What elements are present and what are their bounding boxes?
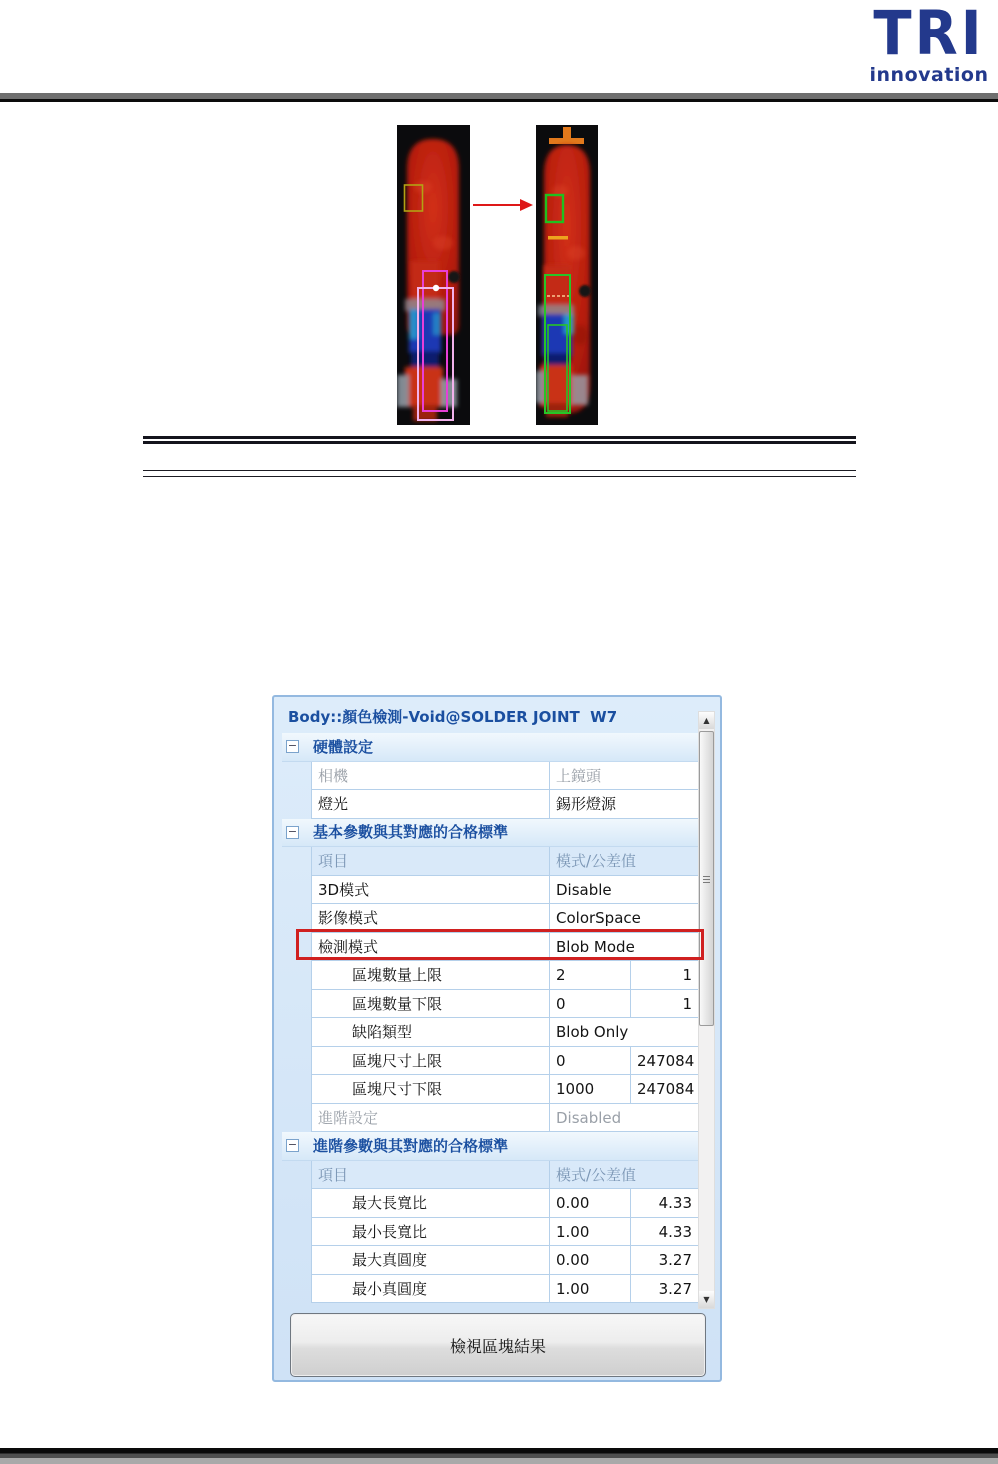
property-grid <box>282 733 699 1303</box>
tri-logo-text: TRI <box>873 0 985 69</box>
property-name[interactable]: 最小長寬比 <box>352 1222 428 1241</box>
column-header-mode: 模式/公差值 <box>549 1161 698 1189</box>
table-row-light[interactable] <box>282 790 699 819</box>
property-value[interactable]: 錫形燈源 <box>549 790 698 818</box>
property-name[interactable]: 區塊數量下限 <box>352 994 443 1013</box>
property-name[interactable]: 最小真圓度 <box>352 1279 428 1298</box>
detect-mode-highlight-box <box>296 929 704 960</box>
arrow-icon <box>472 197 534 213</box>
property-value[interactable]: Disable <box>549 876 698 904</box>
double-rule-thick <box>143 436 856 444</box>
property-value[interactable]: 1.00 <box>549 1218 630 1246</box>
tri-logo-tagline: innovation <box>869 64 989 86</box>
table-row-blob-size-max[interactable] <box>282 1047 699 1076</box>
property-value[interactable]: 上鏡頭 <box>549 762 698 790</box>
footer-rule <box>0 1448 998 1464</box>
table-row-camera[interactable] <box>282 762 699 791</box>
inspection-image-right <box>536 125 598 425</box>
table-row-blob-size-min[interactable] <box>282 1075 699 1104</box>
scroll-up-icon: ▲ <box>703 716 710 725</box>
view-block-results-button[interactable]: 檢視區塊結果 <box>290 1313 706 1377</box>
property-name[interactable]: 相機 <box>318 766 349 785</box>
property-name[interactable]: 區塊尺寸上限 <box>352 1051 443 1070</box>
table-row-circularity-min[interactable] <box>282 1275 699 1304</box>
fiducial-hole <box>448 271 460 283</box>
collapse-minus-icon[interactable]: − <box>287 1138 298 1152</box>
table-row-3d-mode[interactable] <box>282 876 699 905</box>
table-row-advanced-settings[interactable] <box>282 1104 699 1133</box>
property-tolerance[interactable]: 247084 <box>630 1047 698 1075</box>
section-label: 進階參數與其對應的合格標準 <box>313 1136 509 1155</box>
double-rule-thin <box>143 470 856 477</box>
scrollbar-thumb[interactable] <box>699 731 714 1026</box>
table-row-aspect-ratio-min[interactable] <box>282 1218 699 1247</box>
property-value[interactable]: Blob Only <box>549 1018 698 1046</box>
collapse-minus-icon[interactable]: − <box>287 739 298 753</box>
table-row-blob-count-max[interactable] <box>282 961 699 990</box>
property-value[interactable]: 2 <box>549 961 630 989</box>
property-name[interactable]: 影像模式 <box>318 909 379 927</box>
property-value[interactable]: 1.00 <box>549 1275 630 1303</box>
property-tolerance[interactable]: 247084 <box>630 1075 698 1103</box>
property-name[interactable]: 最大真圓度 <box>352 1251 428 1269</box>
column-header-row <box>282 1161 699 1190</box>
section-advanced-parameters[interactable] <box>282 1132 699 1161</box>
property-tolerance[interactable]: 3.27 <box>630 1275 698 1303</box>
property-name[interactable]: 缺陷類型 <box>352 1023 413 1041</box>
tri-logo <box>868 2 990 86</box>
property-name[interactable]: 檢測模式 <box>318 937 379 956</box>
fiducial-hole <box>579 285 591 297</box>
inspection-settings-panel <box>272 695 722 1382</box>
property-value[interactable]: 1000 <box>549 1075 630 1103</box>
header-rule <box>0 93 998 102</box>
property-value[interactable]: 0.00 <box>549 1246 630 1274</box>
column-header-item: 項目 <box>318 852 349 870</box>
property-tolerance[interactable]: 1 <box>630 990 698 1018</box>
section-basic-parameters[interactable] <box>282 819 699 848</box>
property-name[interactable]: 3D模式 <box>318 880 370 899</box>
property-tolerance[interactable]: 4.33 <box>630 1218 698 1246</box>
table-row-aspect-ratio-max[interactable] <box>282 1189 699 1218</box>
scroll-down-icon: ▼ <box>703 1295 710 1304</box>
property-value[interactable]: Blob Mode <box>549 933 698 961</box>
property-tolerance[interactable]: 3.27 <box>630 1246 698 1274</box>
property-tolerance[interactable]: 4.33 <box>630 1189 698 1217</box>
property-value[interactable]: Disabled <box>549 1104 698 1132</box>
table-row-defect-type[interactable] <box>282 1018 699 1047</box>
property-value[interactable]: 0 <box>549 1047 630 1075</box>
scroll-up-button[interactable] <box>699 712 714 729</box>
property-tolerance[interactable]: 1 <box>630 961 698 989</box>
table-row-circularity-max[interactable] <box>282 1246 699 1275</box>
property-name[interactable]: 最大長寬比 <box>352 1194 428 1212</box>
property-value[interactable]: 0 <box>549 990 630 1018</box>
table-row-blob-count-min[interactable] <box>282 990 699 1019</box>
white-dot-marker <box>433 285 439 291</box>
property-name[interactable]: 區塊數量上限 <box>352 966 443 984</box>
scrollbar[interactable] <box>698 711 715 1309</box>
scroll-down-button[interactable] <box>699 1291 714 1308</box>
property-name[interactable]: 區塊尺寸下限 <box>352 1080 443 1098</box>
section-label: 硬體設定 <box>313 737 374 756</box>
orange-line-marker <box>548 236 568 240</box>
property-value[interactable]: ColorSpace <box>549 904 698 932</box>
property-name[interactable]: 燈光 <box>318 795 349 813</box>
property-name[interactable]: 進階設定 <box>318 1108 379 1127</box>
column-header-row <box>282 847 699 876</box>
collapse-minus-icon[interactable]: − <box>287 824 298 838</box>
section-hardware-settings[interactable] <box>282 733 699 762</box>
column-header-item: 項目 <box>318 1165 349 1184</box>
scrollbar-grip-icon <box>703 876 710 884</box>
section-label: 基本參數與其對應的合格標準 <box>313 823 509 842</box>
inspection-image-left <box>397 125 470 425</box>
panel-title: Body::顏色檢測-Void@SOLDER JOINT W7 <box>288 708 618 726</box>
column-header-mode: 模式/公差值 <box>549 847 698 875</box>
property-value[interactable]: 0.00 <box>549 1189 630 1217</box>
